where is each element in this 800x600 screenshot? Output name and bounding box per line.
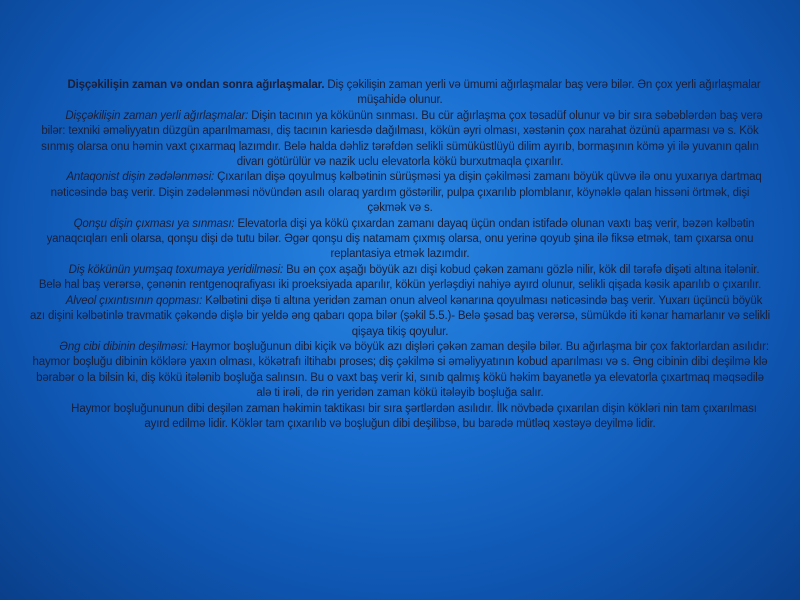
paragraph-alveolar-fracture <box>30 294 770 340</box>
paragraph-heading: Qonşu dişin çıxması ya sınması: <box>73 217 235 230</box>
paragraph-heading: Alveol çıxıntısının qopması: <box>65 294 203 307</box>
paragraph-text: Çıxarılan dişə qoyulmuş kəlbətinin sürüşməsi ya dişin çəkilməsi zamanı böyük qüvvə ilə onu yuxarıya dartmaq nəticəsində baş verir. Dişin zədələnməsi növündən asılı olaraq yardım göstərilir, pulpa çıxarılıb plomblanır, köynəklə qalan hissəni örtmək, dişi çəkmək və s. <box>50 171 762 215</box>
paragraph-sinus-tactics <box>30 402 770 433</box>
paragraph-text: Diş çəkilişin zaman yerli və ümumi ağırlaşmalar baş verə bilər. Ən çox yerli ağırlaşmalar müşahidə olunur. <box>324 79 761 107</box>
paragraph-text: Elevatorla dişi ya kökü çıxardan zamanı dayaq üçün ondan istifadə olunan vaxtı baş verir, bəzən kəlbətin yanaqcıqları enli olarsa, qonşu dişi də tutu bilər. Əgər qonşu diş natamam çıxmış olarsa, onu yerinə qoyub şina ilə fiksə etmək, tam çıxarsa onu replantasiya etmək lazımdır. <box>46 217 755 261</box>
paragraph-heading: Antaqonist dişin zədələnməsi: <box>66 171 215 184</box>
paragraph-root-displacement <box>30 263 770 294</box>
paragraph-heading: Diş kökünün yumşaq toxumaya yeridilməsi: <box>68 263 284 276</box>
paragraph-text: Kəlbətini dişə ti altına yeridən zaman onun alveol kənarına qoyulması nəticəsində baş verir. Yuxarı üçüncü böyük azı dişini kəlbətinlə travmatik çəkəndə dişlə bir yeldə əng qabarı qopa bilər (şəkil 5.5.)- Belə şəsad baş verərsə, sümükdə iti kənar hamarlanır və selikli qişaya tikiş qoyulur. <box>30 294 770 338</box>
paragraph-local-complications <box>30 109 770 171</box>
paragraph-neighbor-tooth <box>30 217 770 263</box>
paragraph-text: Bu ən çox aşağı böyük azı dişi kobud çəkən zamanı gözlə nilir, kök dil tərəfə dişəti altına itələnir. Belə hal baş verərsə, çənənin rentgenoqrafiyası iki proeksiyada aparılır, kökün yerləşdiyi nahiyə ayırd olunur, selikli qişada kəsik aparılıb o çıxarılır. <box>38 263 762 292</box>
paragraph-text: Haymor boşluğununun dibi deşilən zaman həkimin taktikası bir sıra şərtlərdən asılıdır. İlk növbədə çıxarılan dişin kökləri nin tam çıxarılması ayırd edilmə lidir. Köklər tam çıxarılıb və boşluğun dibi deşilibsə, bu barədə mütləq xəstəyə deyilmə lidir. <box>71 402 757 430</box>
paragraph-text: Haymor boşluğunun dibi kiçik və böyük azı dişləri çəkən zaman deşilə bilər. Bu ağırlaşma bir çox faktorlardan asılıdır: haymor boşluğu dibinin köklərə yaxın olması, kökətrafı iltihabı proses; diş çəkilmə si əməliyyatının kobud aparılması və s. Əng cibinin dibi deşilmə klə bərabər o la bilsin ki, diş kökü itələnib boşluğa salınsın. Bu o vaxt baş verir ki, sınıb qalmış kökü həkim bayanetlə ya elevatorla çıxartmaq məqsədilə alə ti irəli, də rin yeridən zaman kökü itələyib boşluğa salır. <box>32 340 769 400</box>
paragraph-sinus-perforation <box>30 340 770 402</box>
paragraph-heading: Əng cibi dibinin deşilməsi: <box>59 340 188 353</box>
paragraph-complications-intro <box>30 78 770 109</box>
paragraph-text: Dişin tacının ya kökünün sınması. Bu cür ağırlaşma çox təsadüf olunur və bir sıra səbəblərdən baş verə bilər: texniki əməliyyatın düzgün aparılmaması, diş tacının kariesdə dağılması, kökün əyri olması, xəstənin çox narahat özünü aparması və s. Kök sınmış olarsa onu həmin vaxt çıxarmaq lazımdır. Belə halda dəhliz tərəfdən selikli sümüküstlüyü dilim ayırıb, bormaşının kömə yi ilə yuvanın qalın divarı götürülür və nazik uclu elevatorla kökü burxutmaqla çıxarılır. <box>41 109 763 169</box>
paragraph-heading: Dişçəkilişin zaman yerli ağırlaşmalar: <box>65 109 249 122</box>
section-heading: Dişçəkilişin zaman və ondan sonra ağırlaşmalar. <box>67 79 325 91</box>
document-body <box>30 78 770 432</box>
paragraph-antagonist-tooth <box>30 170 770 216</box>
